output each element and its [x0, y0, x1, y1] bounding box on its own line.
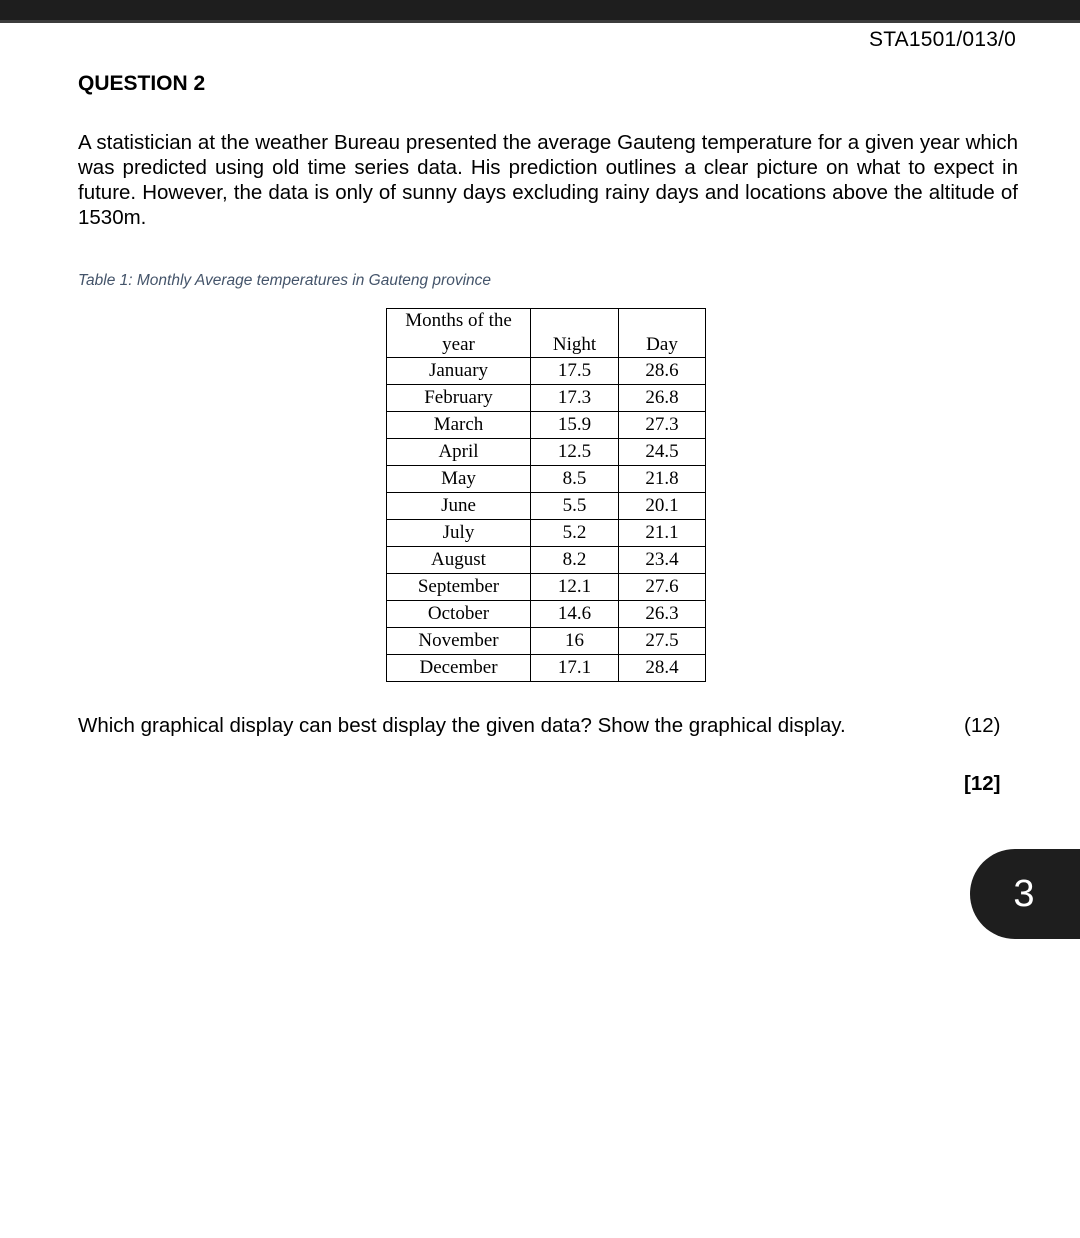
- month-cell: May: [387, 466, 531, 493]
- table-row: [387, 493, 706, 520]
- table-header-row: [387, 309, 706, 358]
- day-cell: 23.4: [619, 547, 706, 574]
- night-cell: 12.1: [531, 574, 619, 601]
- day-cell: 26.3: [619, 601, 706, 628]
- day-cell: 21.1: [619, 520, 706, 547]
- month-cell: March: [387, 412, 531, 439]
- header-night: Night: [531, 309, 619, 358]
- table-row: [387, 655, 706, 682]
- night-cell: 5.5: [531, 493, 619, 520]
- table-row: [387, 520, 706, 547]
- month-cell: January: [387, 358, 531, 385]
- table-row: [387, 547, 706, 574]
- header-months: Months of the year: [387, 309, 531, 358]
- table-row: [387, 466, 706, 493]
- month-cell: November: [387, 628, 531, 655]
- night-cell: 12.5: [531, 439, 619, 466]
- day-cell: 20.1: [619, 493, 706, 520]
- night-cell: 14.6: [531, 601, 619, 628]
- night-cell: 15.9: [531, 412, 619, 439]
- table-row: [387, 439, 706, 466]
- day-cell: 27.6: [619, 574, 706, 601]
- top-bar: [0, 0, 1080, 23]
- document-code: STA1501/013/0: [869, 28, 1016, 51]
- temperature-table: [386, 308, 706, 682]
- table-row: [387, 358, 706, 385]
- month-cell: April: [387, 439, 531, 466]
- question-title: QUESTION 2: [78, 72, 206, 95]
- day-cell: 28.4: [619, 655, 706, 682]
- night-cell: 17.1: [531, 655, 619, 682]
- day-cell: 28.6: [619, 358, 706, 385]
- night-cell: 5.2: [531, 520, 619, 547]
- table-row: [387, 628, 706, 655]
- total-marks: [12]: [964, 772, 1001, 795]
- table-caption: Table 1: Monthly Average temperatures in Gauteng province: [78, 272, 492, 289]
- page-number: 3: [1013, 872, 1035, 915]
- page-number-tab: [970, 849, 1080, 939]
- month-cell: September: [387, 574, 531, 601]
- night-cell: 17.5: [531, 358, 619, 385]
- month-cell: June: [387, 493, 531, 520]
- table-row: [387, 385, 706, 412]
- header-day: Day: [619, 309, 706, 358]
- day-cell: 24.5: [619, 439, 706, 466]
- day-cell: 27.3: [619, 412, 706, 439]
- month-cell: February: [387, 385, 531, 412]
- night-cell: 17.3: [531, 385, 619, 412]
- month-cell: August: [387, 547, 531, 574]
- table-row: [387, 601, 706, 628]
- day-cell: 27.5: [619, 628, 706, 655]
- night-cell: 8.5: [531, 466, 619, 493]
- month-cell: December: [387, 655, 531, 682]
- night-cell: 16: [531, 628, 619, 655]
- month-cell: July: [387, 520, 531, 547]
- table-row: [387, 574, 706, 601]
- table-row: [387, 412, 706, 439]
- night-cell: 8.2: [531, 547, 619, 574]
- day-cell: 21.8: [619, 466, 706, 493]
- question-prompt: Which graphical display can best display the given data? Show the graphical display.: [78, 714, 846, 737]
- question-intro: A statistician at the weather Bureau presented the average Gauteng temperature for a given year which was predicted using old time series data. His prediction outlines a clear picture on what to expect in future. However, the data is only of sunny days excluding rainy days and locations above the altitude of 1530m.: [78, 131, 1018, 229]
- month-cell: October: [387, 601, 531, 628]
- question-marks: (12): [964, 714, 1001, 737]
- day-cell: 26.8: [619, 385, 706, 412]
